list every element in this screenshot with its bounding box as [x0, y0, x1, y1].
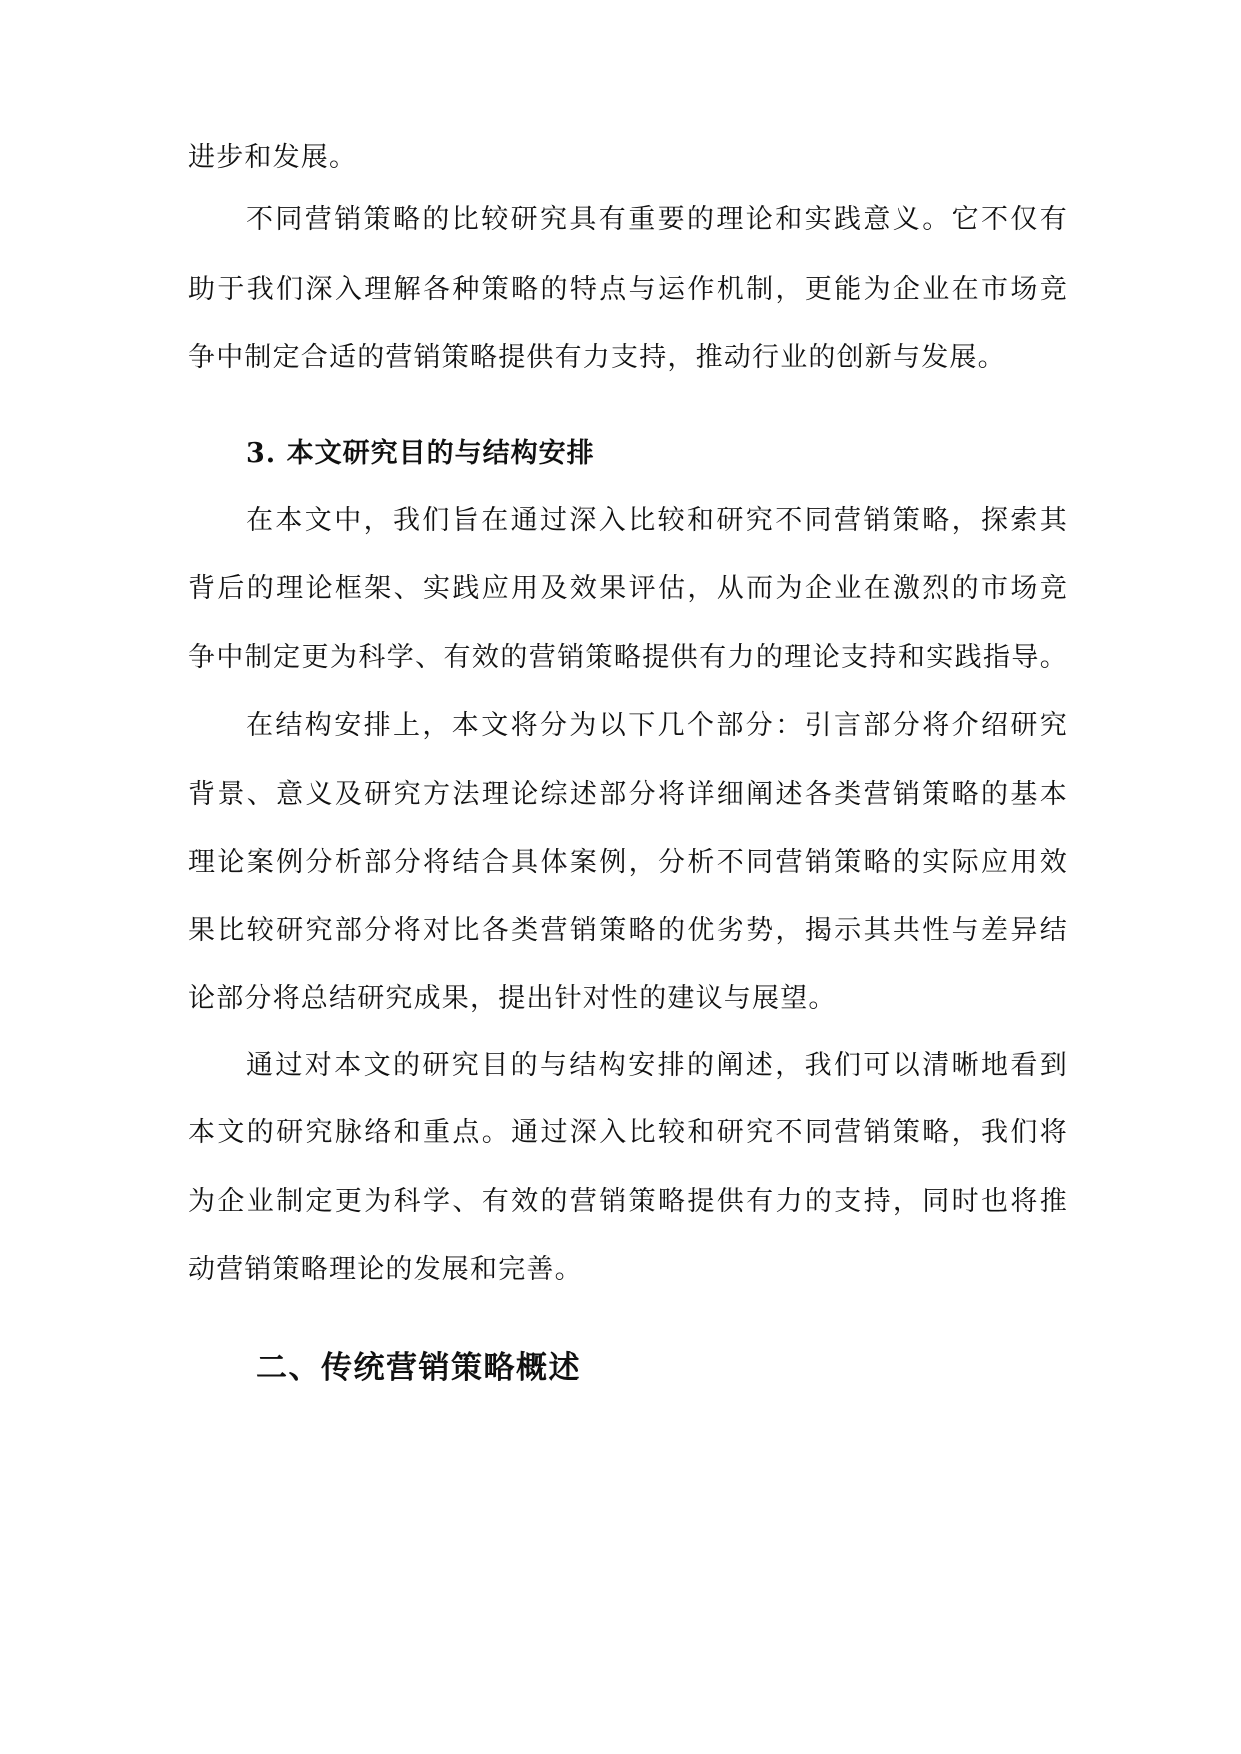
paragraph-line: 争中制定合适的营销策略提供有力支持，推动行业的创新与发展。 — [188, 342, 1006, 373]
paragraph-line: 在结构安排上，本文将分为以下几个部分：引言部分将介绍研究 — [246, 710, 1068, 741]
paragraph-line: 背景、意义及研究方法理论综述部分将详细阐述各类营销策略的基本 — [188, 779, 1068, 810]
paragraph-line: 本文的研究脉络和重点。通过深入比较和研究不同营销策略，我们将 — [188, 1117, 1068, 1148]
paragraph-line: 助于我们深入理解各种策略的特点与运作机制，更能为企业在市场竞 — [188, 274, 1068, 305]
chapter-heading: 二、传统营销策略概述 — [256, 1350, 581, 1386]
paragraph-line: 理论案例分析部分将结合具体案例，分析不同营销策略的实际应用效 — [188, 847, 1068, 878]
paragraph-line: 争中制定更为科学、有效的营销策略提供有力的理论支持和实践指导。 — [188, 642, 1068, 673]
paragraph-line: 背后的理论框架、实践应用及效果评估，从而为企业在激烈的市场竞 — [188, 573, 1068, 604]
paragraph-line: 在本文中，我们旨在通过深入比较和研究不同营销策略，探索其 — [246, 505, 1068, 536]
section-heading: 3. 本文研究目的与结构安排 — [246, 438, 595, 469]
paragraph-line: 通过对本文的研究目的与结构安排的阐述，我们可以清晰地看到 — [246, 1050, 1068, 1081]
paragraph-line: 动营销策略理论的发展和完善。 — [188, 1254, 583, 1285]
paragraph-line: 不同营销策略的比较研究具有重要的理论和实践意义。它不仅有 — [246, 204, 1068, 235]
paragraph-line: 为企业制定更为科学、有效的营销策略提供有力的支持，同时也将推 — [188, 1186, 1068, 1217]
paragraph-line: 论部分将总结研究成果，提出针对性的建议与展望。 — [188, 983, 837, 1014]
paragraph-line: 果比较研究部分将对比各类营销策略的优劣势，揭示其共性与差异结 — [188, 915, 1068, 946]
paragraph-line: 进步和发展。 — [188, 142, 358, 173]
